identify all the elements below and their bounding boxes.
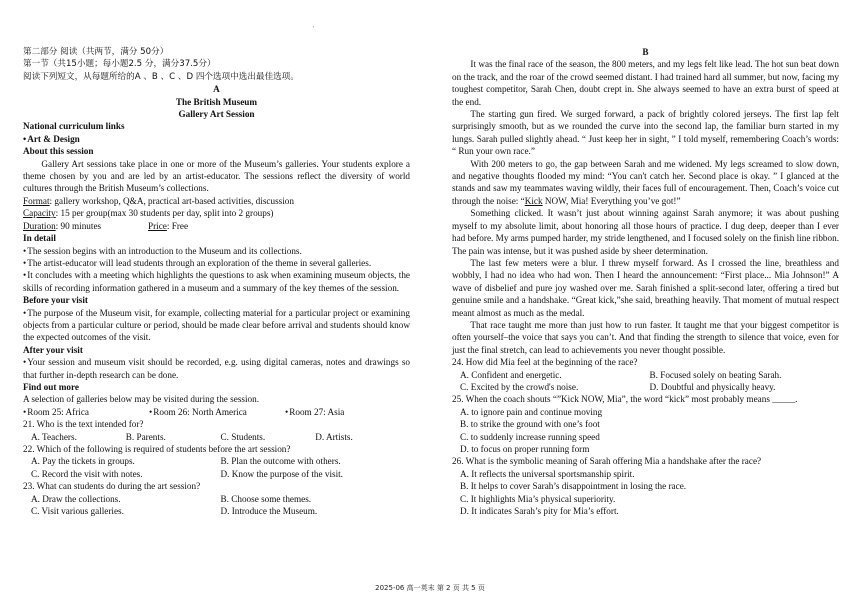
kick-word: Kick [524, 195, 543, 206]
option[interactable]: D. Introduce the Museum. [220, 506, 318, 517]
option[interactable]: C. to suddenly increase running speed [460, 431, 600, 442]
option[interactable]: C. Students. [220, 431, 266, 442]
capacity-value: : 15 per group(max 30 students per day, split into 2 groups) [55, 208, 274, 219]
option[interactable]: A. Pay the tickets in groups. [31, 456, 135, 467]
passage-b-paragraph: Something clicked. It wasn’t just about winning against Sarah anymore; it was about pushing myself to my absolute limit, about honoring all those hours of practice. I dug deep, deeper than I ever had before. My arms pumped harder, my stride lengthened, and I focused solely on the finish line ribbon. The pain was intense, but it was pushed aside by sheer determination. [452, 208, 839, 256]
nc-item: • Art & Design [23, 133, 410, 145]
option[interactable]: B. Focused solely on beating Sarah. [649, 369, 782, 380]
passage-b-paragraph: It was the final race of the season, the 800 meters, and my legs felt like lead. The hot sun beat down on the track, and the roar of the crowd seemed distant. I had trained hard all summer, but now, facing my toughest competitor, Sarah Chen, doubt crept in. She always seemed to have an extra burst of speed at the end. [452, 59, 839, 107]
option[interactable]: D. Doubtful and physically heavy. [649, 381, 776, 392]
passage-a-title: The British Museum [175, 96, 258, 107]
nc-heading: National curriculum links [23, 121, 125, 132]
duration-line [23, 220, 410, 232]
more-text: A selection of galleries below may be visited during the session. [23, 394, 260, 405]
question-stem: 25. When the coach shouts “”Kick NOW, Mia”, the word “kick” most probably means _____. [452, 394, 798, 405]
format-label: Format [23, 195, 50, 206]
left-column [23, 46, 410, 517]
option[interactable]: D. Know the purpose of the visit. [220, 468, 343, 479]
question-stem: 26. What is the symbolic meaning of Sarah offering Mia a handshake after the race? [452, 456, 762, 467]
option[interactable]: B. It helps to cover Sarah’s disappointment in losing the race. [460, 481, 687, 492]
passage-a-subtitle: Gallery Art Session [178, 109, 255, 120]
passage-a-letter: A [213, 84, 220, 95]
question-options [23, 455, 410, 480]
detail-heading: In detail [23, 233, 56, 244]
after-heading: After your visit [23, 344, 83, 355]
duration-value: : 90 minutes [55, 220, 102, 231]
passage-b-paragraph [452, 158, 839, 208]
option[interactable]: C. It highlights Mia’s physical superiority. [460, 493, 616, 504]
detail-item: • It concludes with a meeting which highlights the questions to ask when examining museum objects, the skills of recording information gathered in a museum and a summary of the key themes of the session. [23, 269, 410, 294]
option[interactable]: A. Confident and energetic. [460, 369, 562, 380]
duration-label: Duration [23, 220, 56, 231]
option[interactable]: D. It indicates Sarah’s pity for Mia’s effort. [460, 506, 619, 517]
price-label: Price [148, 220, 167, 231]
option[interactable]: D. to focus on proper running form [460, 444, 590, 454]
more-heading: Find out more [23, 381, 79, 392]
right-column [452, 46, 839, 517]
question-stem: 22. Which of the following is required of students before the art session? [23, 444, 291, 454]
option[interactable]: C. Excited by the crowd's noise. [460, 381, 579, 392]
paragraph-text-end: NOW, Mia! Everything you’ve got!” [542, 195, 681, 206]
question-options [452, 369, 839, 394]
passage-b-letter: B [642, 47, 649, 57]
question-options [23, 493, 410, 518]
room-item: • Room 26: North America [149, 406, 285, 418]
option[interactable]: B. Parents. [125, 431, 166, 442]
capacity-line [23, 207, 410, 219]
option[interactable]: B. Plan the outcome with others. [220, 456, 341, 467]
part-title: 第二部分 阅读（共两节，满分 50分） [23, 47, 169, 57]
format-value: : gallery workshop, Q&A, practical art-based activities, discussion [49, 195, 294, 206]
option[interactable]: A. It reflects the universal sportsmanship spirit. [460, 468, 635, 479]
detail-item: • The artist-educator will lead students through an exploration of the theme in several galleries. [23, 257, 410, 269]
about-heading: About this session [23, 146, 94, 157]
rooms-line [23, 406, 410, 418]
instructions: 阅读下列短文，从每题所给的A 、B 、C 、D 四个选项中选出最佳选项。 [23, 71, 299, 82]
format-line [23, 195, 410, 207]
option[interactable]: C. Record the visit with notes. [31, 468, 143, 479]
option[interactable]: A. Teachers. [31, 431, 77, 442]
before-text: • The purpose of the Museum visit, for example, collecting material for a particular project or examining objects from a particular culture or period, should be made clear before arrival and students should know the expected outcomes of the visit. [23, 307, 410, 344]
header-mark: ' [313, 26, 315, 32]
detail-item: • The session begins with an introduction to the Museum and its collections. [23, 245, 410, 257]
room-item: • Room 25: Africa [23, 406, 149, 418]
after-text: • Your session and museum visit should be recorded, e.g. using digital cameras, notes and drawings so that further in-depth research can be done. [23, 356, 410, 381]
room-item: • Room 27: Asia [285, 406, 410, 418]
question-stem: 23. What can students do during the art session? [23, 481, 201, 492]
section-title: 第一节（共15小题；每小题2.5 分，满分37.5分） [23, 59, 216, 70]
passage-b-paragraph: The starting gun fired. We surged forward, a pack of brightly colored jerseys. The first lap felt surprisingly smooth, but as we rounded the curve into the second lap, the familiar burn started in my lungs. Sarah pulled slightly ahead. “ Just keep her in sight, ” I told myself, remembering Coach’s words: “ Run your own race.” [452, 109, 839, 157]
option[interactable]: C. Visit various galleries. [31, 506, 124, 517]
question-stem: 21. Who is the text intended for? [23, 419, 144, 430]
before-heading: Before your visit [23, 295, 88, 306]
option[interactable]: A. Draw the collections. [31, 493, 121, 504]
page-footer: 2025-06 高一英末 第 2 页 共 5 页 [375, 584, 485, 592]
question-stem: 24. How did Mia feel at the beginning of the race? [452, 357, 638, 368]
about-text: Gallery Art sessions take place in one or more of the Museum’s galleries. Your students explore a theme chosen by you and are led by an artist-educator. The sessions reflect the diversity of world cultures through the British Museum’s collections. [23, 158, 410, 194]
option[interactable]: A. to ignore pain and continue moving [460, 406, 603, 417]
capacity-label: Capacity [23, 208, 56, 219]
passage-b-paragraph: The last few meters were a blur. I threw myself forward. As I crossed the line, breathless and wobbly, I had no idea who had won. Then I heard the announcement: “First place... Mia Johnson!” A wave of disbelief and pure joy washed over me. Sarah finished a split-second later, offering a tired but genuine smile and a handshake. “Great kick,”she said, breathing heavily. That moment of mutual respect meant almost as much as the medal. [452, 257, 839, 318]
question-options [23, 431, 410, 443]
paragraph-text: With 200 meters to go, the gap between Sarah and me widened. My legs screamed to slow down, and negative thoughts flooded my mind: “You can't catch her. Second place is okay. ” I glanced at the stands and saw my teammates waving wildly, their faces full of encouragement. Then, Coach’s voice cut through the noise: “ [452, 158, 839, 206]
passage-b-paragraph: That race taught me more than just how to run faster. It taught me that your biggest competitor is often yourself–the voice that says you can’t. And that finding the strength to silence that voice, even for just the final stretch, can lead to achievements you never thought possible. [452, 319, 839, 355]
price-value: : Free [166, 220, 189, 231]
option[interactable]: D. Artists. [315, 431, 353, 442]
option[interactable]: B. Choose some themes. [220, 493, 312, 504]
option[interactable]: B. to strike the ground with one’s foot [460, 419, 600, 430]
